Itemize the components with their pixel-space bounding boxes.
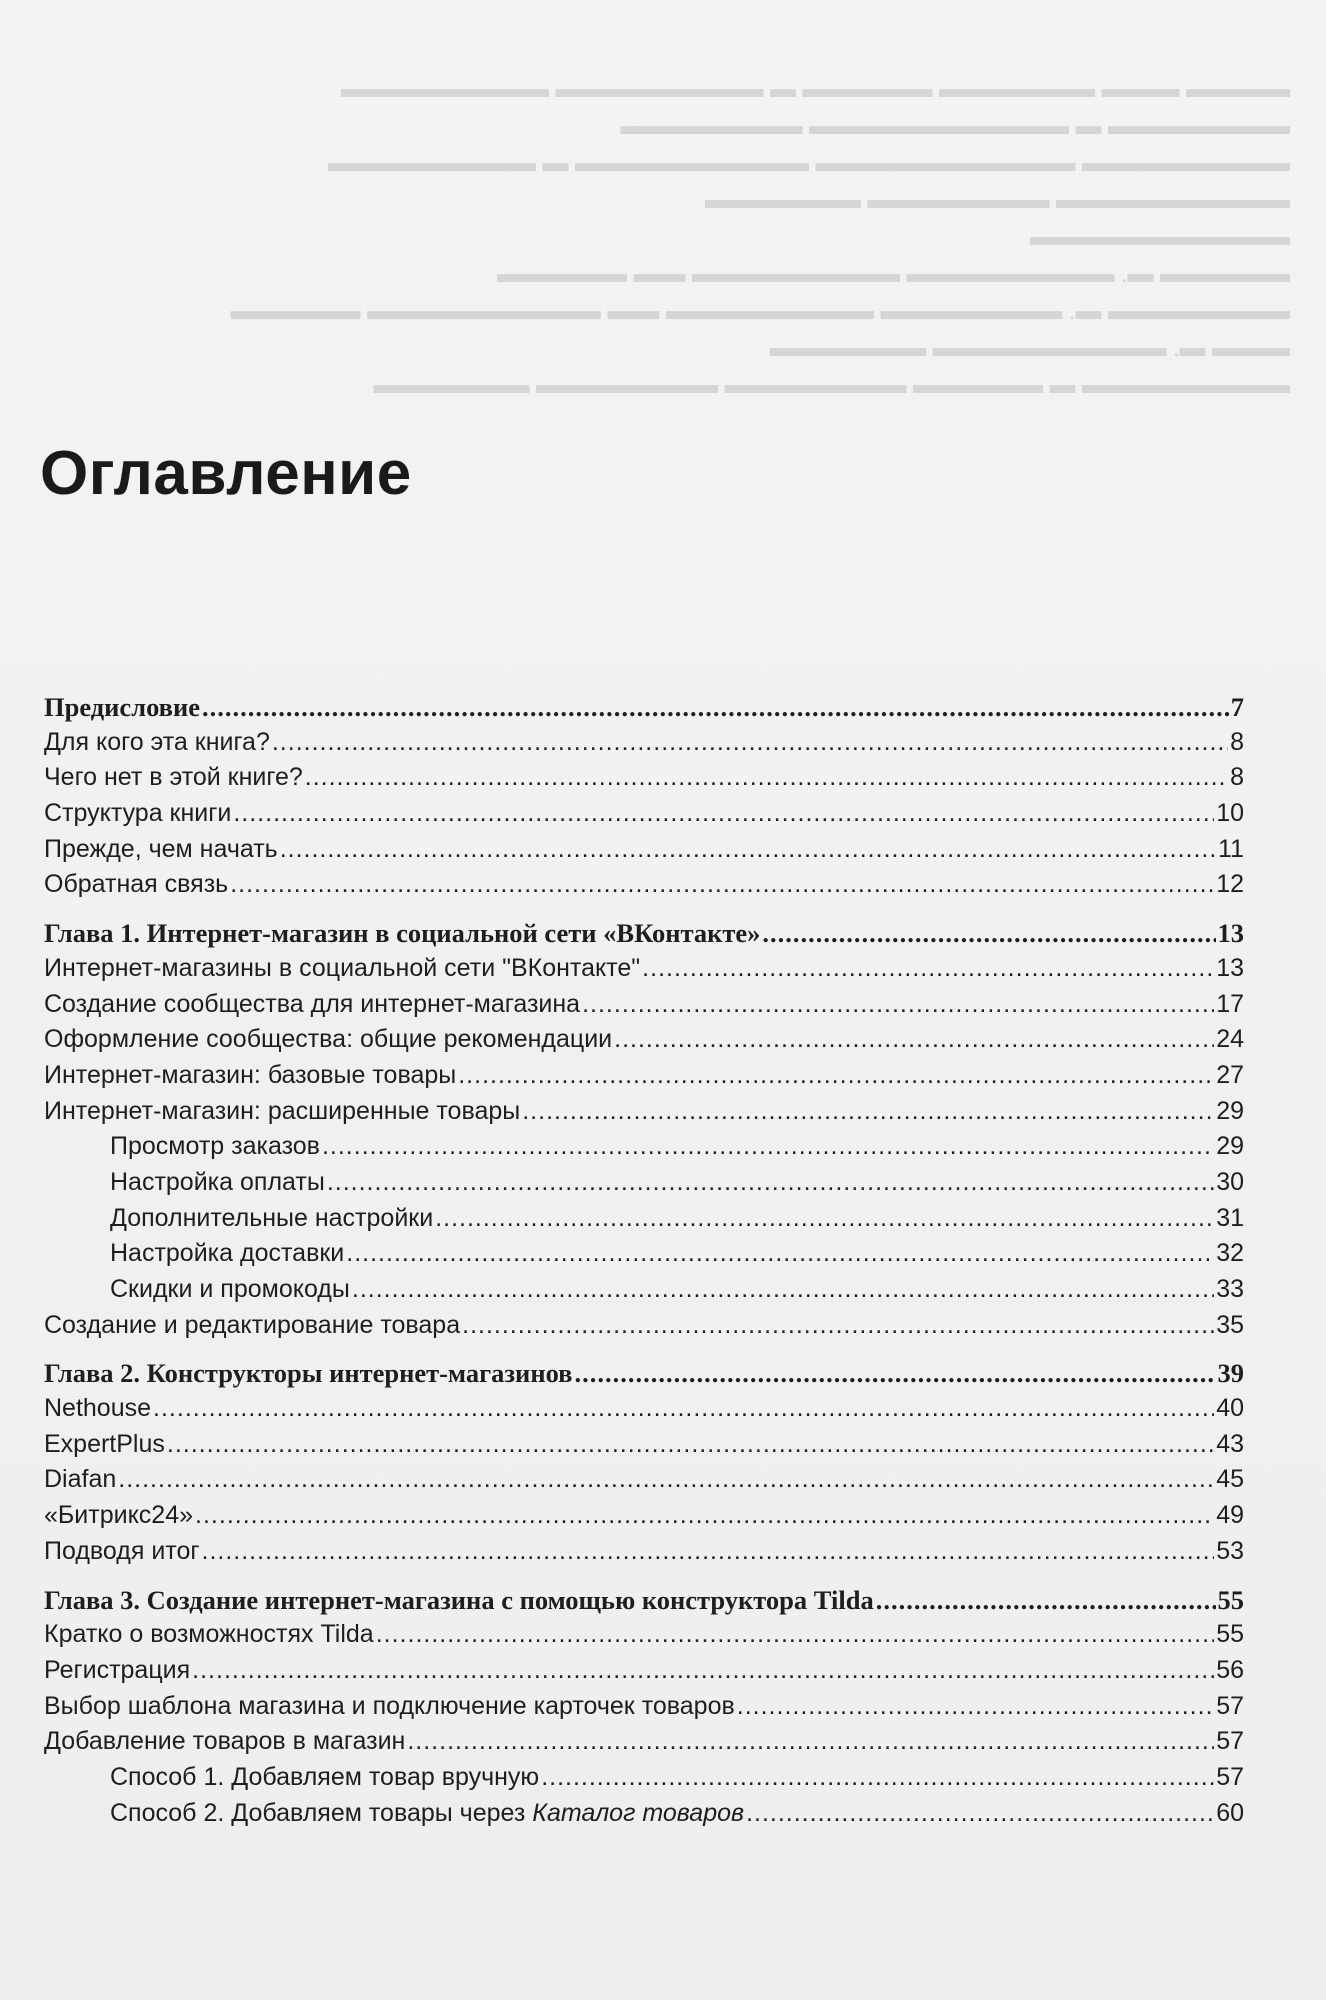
toc-label: Создание сообщества для интернет-магазина [44,989,581,1018]
toc-subentry[interactable] [44,1799,1244,1835]
toc-label: Дополнительные настройки [110,1203,434,1232]
toc-label [110,1799,744,1828]
toc-label: Просмотр заказов [110,1132,320,1161]
toc-label: ExpertPlus [44,1429,165,1458]
toc-label-prefix: Способ 2. Добавляем товары через [110,1798,533,1827]
dot-leader [614,1025,1214,1054]
toc-page-number: 56 [1216,1655,1244,1684]
toc-label: Оформление сообщества: общие рекомендации [44,1025,613,1054]
page-title: Оглавление [40,439,412,508]
toc-label: «Битрикс24» [44,1501,194,1530]
toc-label: Diafan [44,1465,117,1494]
dot-leader [746,1799,1214,1828]
toc-entry[interactable] [44,1537,1244,1573]
toc-page-number: 33 [1216,1275,1244,1303]
toc-page-number: 55 [1216,1620,1244,1649]
dot-leader [407,1727,1214,1756]
toc-entry[interactable] [44,1501,1244,1537]
dot-leader [195,1501,1214,1530]
toc-page-number: 55 [1217,1584,1244,1615]
dot-leader [582,990,1214,1019]
toc-entry[interactable] [44,1061,1244,1097]
toc-page-number: 57 [1216,1691,1244,1720]
toc-label: Интернет-магазин: расширенные товары [44,1096,521,1125]
toc-label: Обратная связь [44,870,229,899]
toc-page-number: 43 [1216,1429,1244,1458]
toc-subentry[interactable] [44,1204,1244,1240]
dot-leader [118,1465,1214,1494]
dot-leader [737,1692,1214,1721]
toc-entry[interactable] [44,1620,1244,1656]
toc-page-number: 27 [1216,1060,1244,1089]
toc-label: Интернет-магазины в социальной сети "ВКонтакте" [44,953,641,982]
toc-label: Настройка доставки [110,1239,345,1268]
toc-label: Регистрация [44,1655,191,1684]
toc-subentry[interactable] [44,1239,1244,1275]
dot-leader [272,728,1228,757]
toc-label: Глава 3. Создание интернет-магазина с помощью конструктора Tilda [44,1584,874,1615]
toc-page-number: 60 [1216,1798,1244,1827]
toc-page-number: 53 [1216,1536,1244,1565]
toc-entry[interactable] [44,728,1244,764]
dot-leader [352,1275,1214,1304]
dot-leader [376,1620,1214,1649]
toc-page-number: 35 [1216,1310,1244,1339]
toc-label: Настройка оплаты [110,1167,325,1196]
bleed-through-text: ▬▬▬▬ ▬▬▬ ▬▬▬▬▬▬ ▬▬▬▬▬ ▬ ▬▬▬▬▬▬▬▬ ▬▬▬▬▬▬▬▬ ▬▬▬▬▬▬▬ ▬ ▬▬▬▬▬▬▬▬▬▬ ▬▬▬▬▬▬▬ ▬▬▬▬▬▬▬▬ ▬▬▬▬▬▬▬▬▬▬ ▬▬▬▬▬▬▬▬▬ ▬ ▬▬▬▬▬▬▬▬ ▬▬▬▬▬▬▬▬▬ ▬▬▬▬▬▬▬ ▬▬▬▬▬▬ ▬▬▬▬▬▬▬▬▬▬ ▬▬▬▬▬ ▬. ▬▬▬▬▬▬▬▬ ▬▬▬▬▬▬▬▬ ▬▬ ▬▬▬▬▬ ▬▬▬▬▬▬▬ ▬. ▬▬▬▬▬▬▬ ▬▬▬▬▬▬▬▬ ▬▬ ▬▬▬▬▬▬▬▬▬ ▬▬▬▬▬ ▬▬▬ ▬. ▬▬▬▬▬▬▬▬▬ ▬▬▬▬▬▬ ▬▬▬▬▬▬▬▬ ▬ ▬▬▬▬▬ ▬▬▬▬▬▬▬ ▬▬▬▬▬▬▬ ▬▬▬▬▬▬ [230,74,1290,399]
toc-entry[interactable] [44,1097,1244,1133]
toc-label: Глава 2. Конструкторы интернет-магазинов [44,1358,573,1389]
dot-leader [202,1537,1215,1566]
toc-subentry[interactable] [44,1763,1244,1799]
toc-entry[interactable] [44,1311,1244,1347]
toc-page-number: 7 [1230,692,1244,722]
dot-leader [458,1061,1214,1090]
dot-leader [642,954,1214,983]
toc-chapter-preface[interactable] [44,692,1244,728]
toc-label: Добавление товаров в магазин [44,1727,406,1756]
toc-page-number: 12 [1216,870,1244,899]
dot-leader [167,1430,1214,1459]
toc-page-number: 57 [1216,1727,1244,1756]
toc-entry[interactable] [44,1727,1244,1763]
dot-leader [876,1585,1216,1616]
dot-leader [435,1204,1214,1233]
toc-page-number: 29 [1216,1132,1244,1161]
toc-entry[interactable] [44,763,1244,799]
toc-label: Для кого эта книга? [44,727,270,756]
toc-page-number: 8 [1230,763,1244,792]
toc-entry[interactable] [44,835,1244,871]
toc-label-italic: Каталог товаров [532,1798,745,1827]
toc-chapter-1[interactable] [44,918,1244,954]
toc-entry[interactable] [44,1025,1244,1061]
toc-page-number: 40 [1216,1394,1244,1423]
dot-leader [575,1358,1216,1389]
toc-page-number: 49 [1216,1501,1244,1530]
toc-chapter-2[interactable] [44,1358,1244,1394]
toc-label: Чего нет в этой книге? [44,763,303,792]
toc-entry[interactable] [44,1394,1244,1430]
toc-label: Структура книги [44,799,232,828]
toc-label: Интернет-магазин: базовые товары [44,1060,457,1089]
toc-entry[interactable] [44,990,1244,1026]
toc-page-number: 10 [1216,799,1244,828]
dot-leader [280,835,1216,864]
dot-leader [462,1311,1214,1340]
dot-leader [762,918,1215,949]
toc-label: Скидки и промокоды [110,1275,350,1303]
dot-leader [541,1763,1214,1792]
toc-entry[interactable] [44,954,1244,990]
dot-leader [233,799,1214,828]
toc-subentry[interactable] [44,1168,1244,1204]
toc-entry[interactable] [44,1692,1244,1728]
toc-page-number: 29 [1216,1096,1244,1125]
dot-leader [202,692,1229,723]
toc-page-number: 17 [1216,989,1244,1018]
toc-entry[interactable] [44,1430,1244,1466]
toc-page-number: 31 [1216,1203,1244,1232]
toc-label: Предисловие [44,692,200,722]
toc-subentry[interactable] [44,1132,1244,1168]
dot-leader [153,1394,1214,1423]
toc-page-number: 32 [1216,1239,1244,1268]
toc-entry[interactable] [44,870,1244,906]
toc-page-number: 30 [1216,1167,1244,1196]
dot-leader [305,763,1228,792]
toc-label: Подводя итог [44,1536,200,1565]
toc-subentry[interactable] [44,1275,1244,1311]
toc-entry[interactable] [44,799,1244,835]
toc-page-number: 13 [1217,918,1244,949]
toc-page-number: 45 [1216,1465,1244,1494]
toc-label: Способ 1. Добавляем товар вручную [110,1762,540,1791]
dot-leader [327,1168,1214,1197]
toc-label: Кратко о возможностях Tilda [44,1620,374,1649]
table-of-contents [44,692,1244,1834]
dot-leader [522,1097,1214,1126]
toc-page-number: 13 [1216,953,1244,982]
toc-entry[interactable] [44,1465,1244,1501]
dot-leader [230,870,1214,899]
dot-leader [346,1239,1214,1268]
toc-chapter-3[interactable] [44,1585,1244,1621]
toc-page-number: 39 [1217,1358,1244,1389]
toc-entry[interactable] [44,1656,1244,1692]
toc-label: Прежде, чем начать [44,834,278,863]
toc-page-number: 11 [1218,834,1244,863]
dot-leader [322,1132,1214,1161]
toc-page-number: 57 [1216,1762,1244,1791]
toc-label: Глава 1. Интернет-магазин в социальной сети «ВКонтакте» [44,918,761,949]
toc-page-number: 8 [1230,727,1244,756]
toc-page-number: 24 [1216,1025,1244,1054]
toc-label: Выбор шаблона магазина и подключение карточек товаров [44,1691,735,1720]
dot-leader [192,1656,1214,1685]
toc-label: Nethouse [44,1394,152,1423]
toc-label: Создание и редактирование товара [44,1310,461,1339]
